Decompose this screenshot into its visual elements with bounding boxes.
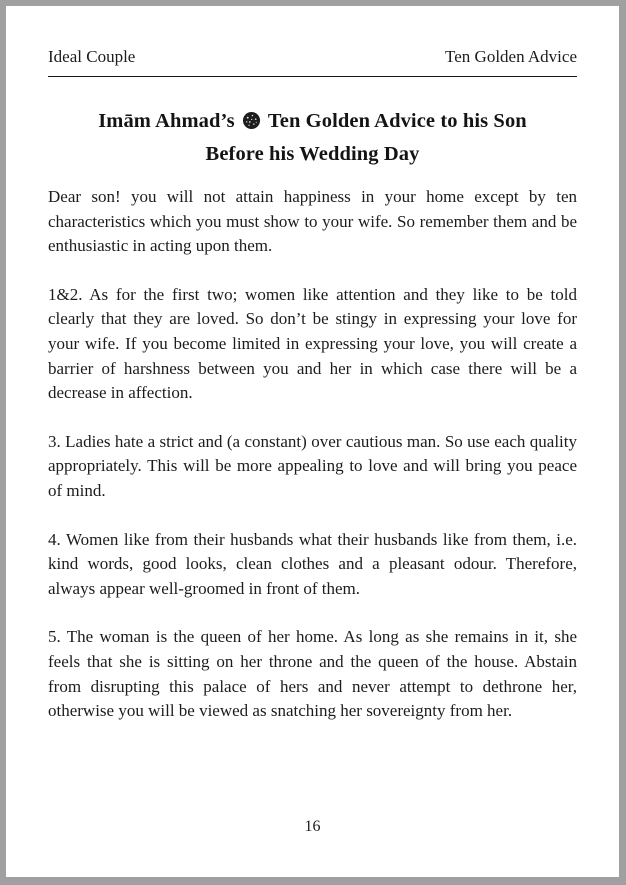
header-right-title: Ten Golden Advice (445, 47, 577, 66)
running-header (48, 46, 577, 77)
calligraphic-seal-icon (242, 109, 261, 139)
title-line1-after-seal: Ten Golden Advice to his Son (267, 110, 527, 132)
paragraph-1: Dear son! you will not attain happiness in your home except by ten characteristics which you must show to your wife. So remember them and be enthusiastic in acting upon them. (48, 187, 577, 256)
paragraph-3: 3. Ladies hate a strict and (a constant) over cautious man. So use each quality appropriately. This will be more appealing to love and will bring you peace of mind. (48, 431, 577, 500)
page-number: 16 (304, 818, 321, 835)
body-text (48, 185, 577, 724)
title-line2: Before his Wedding Day (205, 143, 420, 165)
paragraph-5: 5. The woman is the queen of her home. As long as she remains in it, she feels that she is sitting on her throne and the queen of the house. Abstain from disrupting this palace of hers and never attempt to dethrone her, otherwise you will be viewed as snatching her sovereignty from her. (48, 627, 577, 721)
title-line1-before-seal: Imām Ahmad’s (98, 110, 235, 132)
paragraph-2: 1&2. As for the first two; women like attention and they like to be told clearly that they are loved. So don’t be stingy in expressing your love for your wife. If you become limited in expressing your love, you will create a barrier of harshness between you and her in which case there will be a decrease in affection. (48, 284, 577, 403)
header-left-title: Ideal Couple (48, 47, 136, 66)
chapter-title (48, 106, 577, 169)
paragraph-4: 4. Women like from their husbands what their husbands like from them, i.e. kind words, good looks, clean clothes and a pleasant odour. Therefore, always appear well-groomed in front of them. (48, 529, 577, 598)
book-page (6, 6, 619, 877)
